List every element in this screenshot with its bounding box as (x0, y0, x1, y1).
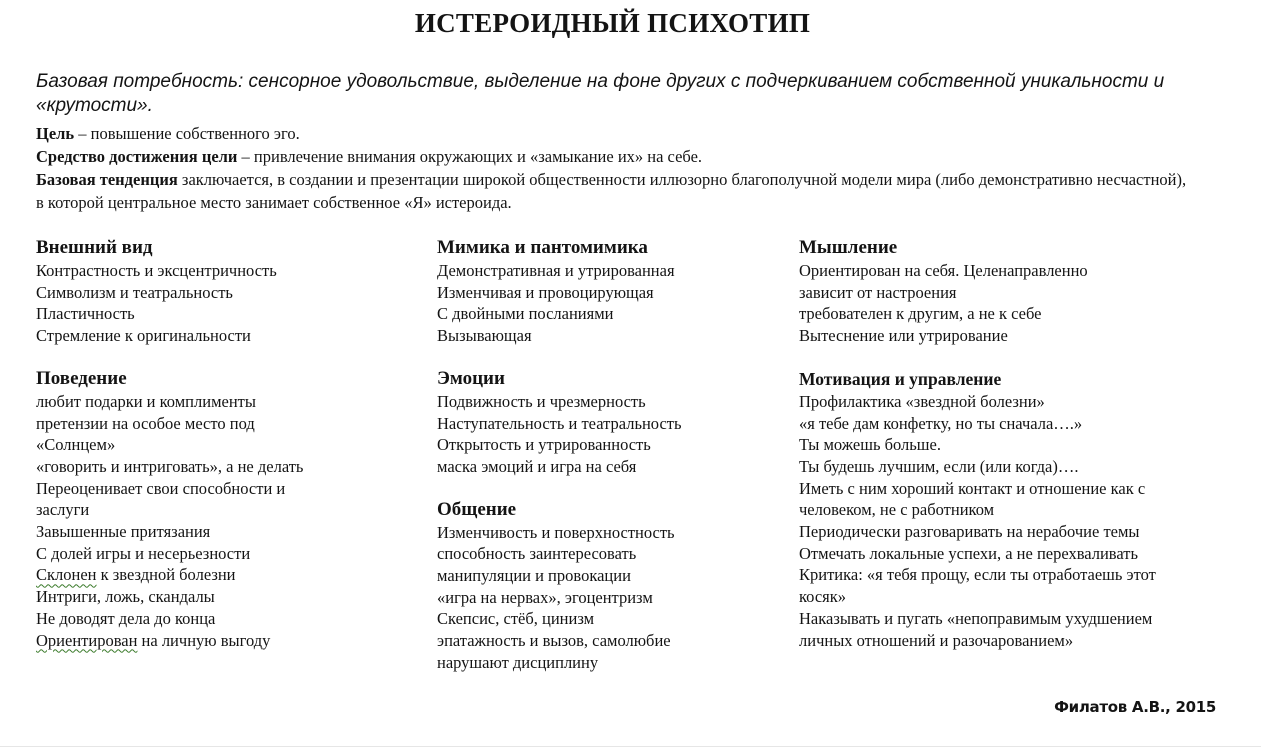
list-item: маска эмоций и игра на себя (437, 456, 637, 476)
basic-need-statement: Базовая потребность: сенсорное удовольствие, выделение на фоне других с подчеркиванием собственной уникальности и «крутости». (36, 71, 1165, 116)
list-item: эпатажность и вызов, самолюбие (437, 631, 671, 651)
means-line (36, 145, 1196, 168)
list-item: Периодически разговаривать на нерабочие темы (799, 522, 1140, 542)
list-item: косяк» (799, 587, 847, 607)
column-middle (437, 236, 787, 694)
section-heading: Общение (437, 498, 517, 520)
list-item: Символизм и театральность (36, 282, 233, 302)
list-item: человеком, не с работником (799, 500, 995, 520)
list-item: «игра на нервах», эгоцентризм (437, 587, 653, 607)
section-emotions (437, 367, 787, 478)
list-item: Контрастность и эксцентричность (36, 261, 277, 280)
list-item: Интриги, ложь, скандалы (36, 587, 215, 607)
list-item: Завышенные притязания (36, 522, 211, 542)
list-item: Открытость и утрированность (437, 435, 651, 455)
list-item: «Солнцем» (36, 435, 116, 455)
list-item: претензии на особое место под (36, 413, 255, 433)
spellcheck-word: Ориентирован (36, 630, 138, 650)
list-item: Иметь с ним хороший контакт и отношение как с (799, 478, 1146, 498)
list-item: Вытеснение или утрирование (799, 326, 1008, 346)
list-item: Не доводят дела до конца (36, 608, 216, 628)
section-heading: Мотивация и управление (799, 368, 1002, 389)
tendency-line (36, 168, 1196, 214)
list-item: Ты можешь больше. (799, 435, 941, 455)
column-right (799, 236, 1229, 671)
list-item: Ориентирован на себя. Целенаправленно (799, 261, 1088, 280)
section-mimicry (437, 236, 787, 347)
list-item: Критика: «я тебя прощу, если ты отработаешь этот (799, 565, 1156, 585)
list-item: Переоценивает свои способности и (36, 478, 286, 498)
list-item: Стремление к оригинальности (36, 326, 251, 346)
section-heading: Внешний вид (36, 237, 153, 258)
list-item: Изменчивая и провоцирующая (437, 282, 654, 302)
page-title: ИСТЕРОИДНЫЙ ПСИХОТИП (414, 8, 811, 38)
list-item: способность заинтересовать (437, 544, 637, 564)
goal-label: Цель (36, 124, 75, 143)
list-item (36, 630, 426, 652)
list-item (36, 564, 426, 586)
tendency-text: заключается, в создании и презентации широкой общественности иллюзорно благополучной модели мира (либо демонстративно несчастной), в которой центральное место занимает собственное «Я» истероида. (36, 170, 1187, 212)
means-label: Средство достижения цели (36, 147, 238, 166)
section-heading: Мимика и пантомимика (437, 237, 648, 258)
list-item: манипуляции и провокации (437, 566, 631, 586)
list-item: заслуги (36, 500, 90, 520)
list-item: требователен к другим, а не к себе (799, 304, 1042, 324)
column-left (36, 236, 426, 671)
list-item: зависит от настроения (799, 282, 957, 302)
section-behavior (36, 367, 426, 651)
list-item: Подвижность и чрезмерность (437, 391, 646, 411)
list-item: С долей игры и несерьезности (36, 543, 251, 563)
section-appearance (36, 236, 426, 347)
section-thinking (799, 236, 1229, 347)
means-text: – привлечение внимания окружающих и «замыкание их» на себе. (237, 147, 703, 166)
goal-line (36, 122, 1196, 145)
list-item: Пластичность (36, 304, 135, 324)
list-item: Скепсис, стёб, цинизм (437, 609, 595, 629)
list-item: Отмечать локальные успехи, а не перехваливать (799, 543, 1139, 563)
author-credit: Филатов А.В., 2015 (1054, 698, 1216, 716)
list-item: любит подарки и комплименты (36, 391, 256, 411)
list-item: Демонстративная и утрированная (437, 261, 675, 280)
list-item: Профилактика «звездной болезни» (799, 391, 1045, 411)
list-item: Изменчивость и поверхностность (437, 522, 675, 542)
section-heading: Эмоции (437, 367, 505, 389)
section-communication (437, 498, 787, 674)
list-item: личных отношений и разочарованием» (799, 630, 1074, 650)
list-item: Наступательность и театральность (437, 413, 682, 433)
bottom-divider (0, 746, 1261, 747)
list-item: Ты будешь лучшим, если (или когда)…. (799, 456, 1079, 476)
spellcheck-word: Склонен (36, 565, 97, 585)
goal-text: – повышение собственного эго. (74, 124, 300, 143)
list-item: «говорить и интриговать», а не делать (36, 456, 304, 476)
section-heading: Мышление (799, 237, 898, 258)
list-item-text: на личную выгоду (137, 630, 271, 650)
list-item: «я тебе дам конфетку, но ты сначала….» (799, 413, 1083, 433)
tendency-label: Базовая тенденция (36, 170, 178, 189)
section-motivation (799, 367, 1229, 651)
list-item: Наказывать и пугать «непоправимым ухудшением (799, 608, 1153, 628)
definitions-block (36, 122, 1196, 214)
section-heading: Поведение (36, 367, 127, 389)
list-item-text: к звездной болезни (96, 565, 236, 585)
list-item: нарушают дисциплину (437, 652, 599, 672)
list-item: Вызывающая (437, 326, 532, 346)
list-item: С двойными посланиями (437, 304, 614, 324)
